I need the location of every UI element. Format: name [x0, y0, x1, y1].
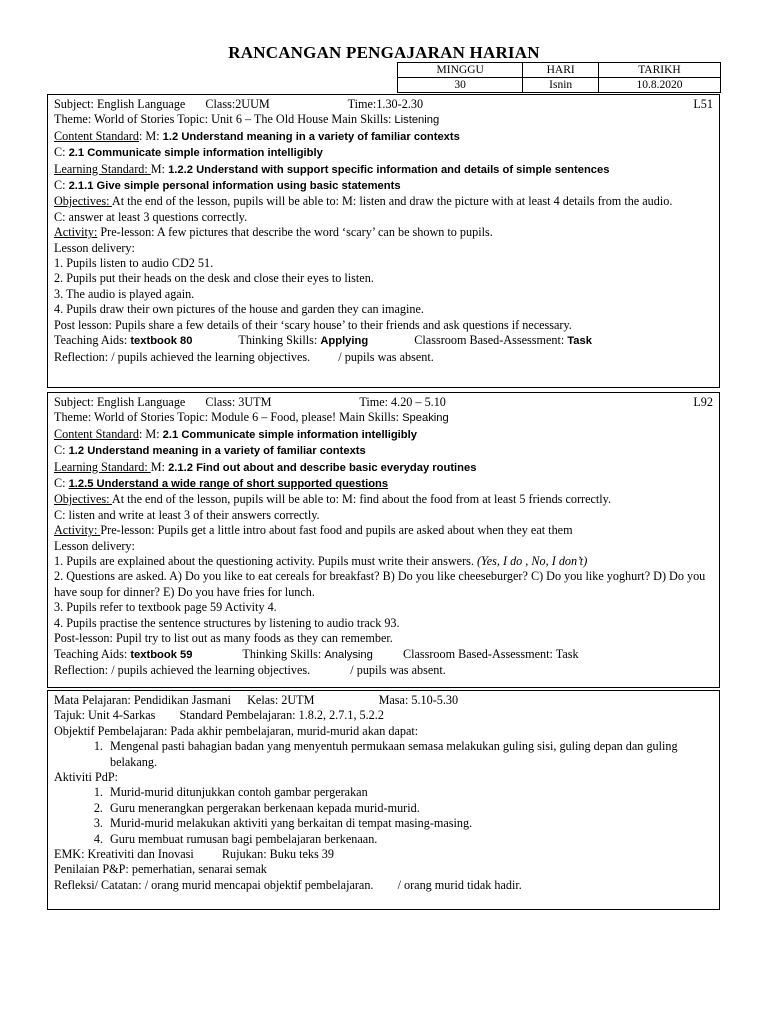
lesson1-content-c: [54, 145, 715, 161]
lesson2-activity: [54, 523, 715, 538]
lesson2-code: L92: [693, 395, 713, 409]
ls-label: Learning Standard:: [54, 459, 151, 474]
lesson2-objectives: [54, 492, 715, 507]
lesson1-header: [54, 97, 715, 112]
cs-prefix: : M:: [138, 426, 163, 441]
day-value: Isnin: [523, 78, 599, 93]
lesson1-theme-text: Theme: World of Stories Topic: Unit 6 – The Old House Main Skills:: [54, 112, 395, 127]
refl-a: Reflection: / pupils achieved the learning objectives.: [54, 662, 311, 677]
lesson1-aids: [54, 333, 715, 349]
aids: textbook 59: [130, 648, 193, 661]
ls-main: 1.2.2 Understand with support specific information and details of simple sentences: [168, 163, 610, 176]
refleksi-a: Refleksi/ Catatan: / orang murid mencapai objektif pembelajaran.: [54, 877, 374, 892]
lesson-plan-3: [47, 690, 720, 910]
act-label: Activity:: [54, 225, 98, 240]
step1-answers: (Yes, I do , No, I don’t): [477, 554, 588, 569]
date-label: TARIKH: [598, 63, 720, 78]
lesson-plan-2: [47, 392, 720, 688]
lesson3-activity-list: [54, 785, 715, 847]
week-label: MINGGU: [398, 63, 523, 78]
lesson2-class: Class: 3UTM: [205, 395, 272, 409]
obj-label: Objectives:: [54, 492, 112, 507]
obj-text: At the end of the lesson, pupils will be able to: M: find about the food from at least 5 friends correctly.: [111, 492, 612, 507]
lesson1-step: 4. Pupils draw their own pictures of the house and garden they can imagine.: [54, 302, 424, 317]
lesson2-skill: Speaking: [402, 412, 449, 425]
think: Analysing: [324, 648, 373, 661]
lesson1-code: L51: [693, 97, 713, 111]
lesson3-objective-list: [54, 739, 715, 770]
cba: Task: [567, 335, 592, 348]
lesson3-standard: Standard Pembelajaran: 1.8.2, 2.7.1, 5.2.2: [179, 708, 384, 723]
ls-c-prefix: C:: [54, 178, 69, 193]
cba: Classroom Based-Assessment: Task: [402, 646, 579, 661]
lesson2-learning-standard: [54, 460, 715, 476]
lesson1-skill: Listening: [394, 114, 440, 127]
lesson3-refleksi: [54, 878, 715, 893]
lesson3-emk: [54, 847, 715, 862]
aids-label: Teaching Aids:: [54, 646, 131, 661]
think-label: Thinking Skills:: [242, 646, 325, 661]
lesson2-content-c: [54, 443, 715, 459]
think-label: Thinking Skills:: [238, 333, 321, 348]
list-item: 1. Mengenal pasti bahagian badan yang menyentuh permukaan semasa melakukan guling sisi, guling depan dan guling belakang.: [106, 739, 715, 770]
refl-b: / pupils was absent.: [350, 662, 446, 677]
lesson2-post: Post-lesson: Pupil try to list out as many foods as they can remember.: [54, 631, 393, 646]
lesson3-tajuk: Tajuk: Unit 4-Sarkas: [54, 708, 156, 723]
cs-c: 2.1 Communicate simple information intelligibly: [68, 147, 323, 160]
lesson2-theme-text: Theme: World of Stories Topic: Module 6 – Food, please! Main Skills:: [54, 410, 403, 425]
cs-label: Content Standard: [54, 128, 139, 143]
list-item: 1. Murid-murid ditunjukkan contoh gambar pergerakan: [106, 785, 715, 800]
lesson2-delivery: Lesson delivery:: [54, 538, 135, 553]
lesson1-obj-c: C: answer at least 3 questions correctly.: [54, 209, 248, 224]
lesson1-time: Time:1.30-2.30: [347, 97, 424, 111]
lesson3-topic: [54, 708, 715, 723]
lesson2-step: 2. Questions are asked. A) Do you like to eat cereals for breakfast? B) Do you like cheeseburger? C) Do you like yoghurt? D) Do you have soup for dinner? E) Do you have fries for lunch.: [54, 569, 706, 599]
cs-label: Content Standard: [54, 426, 139, 441]
refl-b: / pupils was absent.: [338, 349, 434, 364]
ls-label: Learning Standard:: [54, 161, 151, 176]
lesson1-step: 3. The audio is played again.: [54, 286, 195, 301]
cs-c: 1.2 Understand meaning in a variety of familiar contexts: [68, 445, 366, 458]
lesson1-step: 2. Pupils put their heads on the desk and close their eyes to listen.: [54, 271, 374, 286]
aids-label: Teaching Aids:: [54, 333, 131, 348]
lesson3-header: [54, 693, 715, 708]
lesson1-subject: Subject: English Language: [54, 97, 186, 111]
lesson1-reflection: [54, 350, 715, 365]
ls-c: 2.1.1 Give simple personal information using basic statements: [68, 180, 401, 193]
lesson2-theme: [54, 410, 715, 426]
lesson3-aktiviti: Aktiviti PdP:: [54, 770, 119, 785]
lesson1-delivery: Lesson delivery:: [54, 240, 135, 255]
lesson2-subject: Subject: English Language: [54, 395, 186, 409]
lesson3-objektif: Objektif Pembelajaran: Pada akhir pembelajaran, murid-murid akan dapat:: [54, 723, 419, 738]
obj-text: At the end of the lesson, pupils will be able to: M: listen and draw the picture with at least 4 details from the audio.: [111, 194, 673, 209]
lesson2-step: [54, 554, 715, 569]
ls-prefix: M:: [150, 459, 169, 474]
ls-main: 2.1.2 Find out about and describe basic everyday routines: [168, 461, 477, 474]
page-title: RANCANGAN PENGAJARAN HARIAN: [228, 43, 540, 62]
lesson1-theme: [54, 112, 715, 128]
lesson2-content-standard: [54, 427, 715, 443]
day-label: HARI: [523, 63, 599, 78]
lesson1-content-standard: [54, 129, 715, 145]
lesson1-learning-standard: [54, 162, 715, 178]
lesson3-time: Masa: 5.10-5.30: [378, 693, 459, 707]
ls-c: 1.2.5 Understand a wide range of short supported questions: [68, 478, 389, 491]
lesson2-time: Time: 4.20 – 5.10: [359, 395, 446, 409]
lesson3-rujukan: Rujukan: Buku teks 39: [221, 847, 334, 862]
lesson1-activity: [54, 225, 715, 240]
list-item: 4. Guru membuat rumusan bagi pembelajaran berkenaan.: [106, 832, 715, 847]
obj-label: Objectives:: [54, 194, 112, 209]
week-value: 30: [398, 78, 523, 93]
lesson2-learning-c: [54, 476, 715, 492]
date-value: 10.8.2020: [598, 78, 720, 93]
cs-main: 1.2 Understand meaning in a variety of familiar contexts: [162, 130, 460, 143]
lesson2-header: [54, 395, 715, 410]
step1-text: 1. Pupils are explained about the questioning activity. Pupils must write their answers.: [54, 554, 477, 569]
lesson1-learning-c: [54, 178, 715, 194]
lesson2-aids: [54, 647, 715, 663]
cs-c-prefix: C:: [54, 443, 69, 458]
lesson1-post: Post lesson: Pupils share a few details of their ‘scary house’ to their friends and ask questions if necessary.: [54, 317, 572, 332]
act-label: Activity:: [54, 523, 101, 538]
lesson3-penilaian: Penilaian P&P: pemerhatian, senarai semak: [54, 862, 267, 877]
lesson3-emk-text: EMK: Kreativiti dan Inovasi: [54, 847, 194, 862]
ls-c-prefix: C:: [54, 476, 69, 491]
aids: textbook 80: [130, 335, 193, 348]
cs-main: 2.1 Communicate simple information intelligibly: [162, 428, 417, 441]
date-table: [397, 62, 721, 93]
refl-a: Reflection: / pupils achieved the learning objectives.: [54, 349, 311, 364]
list-item: 3. Murid-murid melakukan aktiviti yang berkaitan di tempat masing-masing.: [106, 816, 715, 831]
lesson3-class: Kelas: 2UTM: [247, 693, 315, 707]
lesson2-reflection: [54, 663, 715, 678]
lesson3-subject: Mata Pelajaran: Pendidikan Jasmani: [54, 693, 232, 707]
list-item: 2. Guru menerangkan pergerakan berkenaan kepada murid-murid.: [106, 801, 715, 816]
lesson2-step: 3. Pupils refer to textbook page 59 Activity 4.: [54, 600, 277, 615]
ls-prefix: M:: [150, 161, 169, 176]
refleksi-b: / orang murid tidak hadir.: [397, 877, 522, 892]
lesson2-obj-c: C: listen and write at least 3 of their answers correctly.: [54, 507, 320, 522]
lesson1-class: Class:2UUM: [205, 97, 270, 111]
cba-label: Classroom Based-Assessment:: [414, 333, 568, 348]
cs-prefix: : M:: [138, 128, 163, 143]
lesson-plan-1: [47, 94, 720, 388]
act-text: Pre-lesson: A few pictures that describe the word ‘scary’ can be shown to pupils.: [97, 225, 493, 240]
act-text: Pre-lesson: Pupils get a little intro about fast food and pupils are asked about when they eat them: [100, 523, 573, 538]
lesson2-step: 4. Pupils practise the sentence structures by listening to audio track 93.: [54, 615, 400, 630]
lesson1-objectives: [54, 194, 715, 209]
cs-c-prefix: C:: [54, 145, 69, 160]
think: Applying: [320, 335, 369, 348]
lesson1-step: 1. Pupils listen to audio CD2 51.: [54, 256, 214, 271]
